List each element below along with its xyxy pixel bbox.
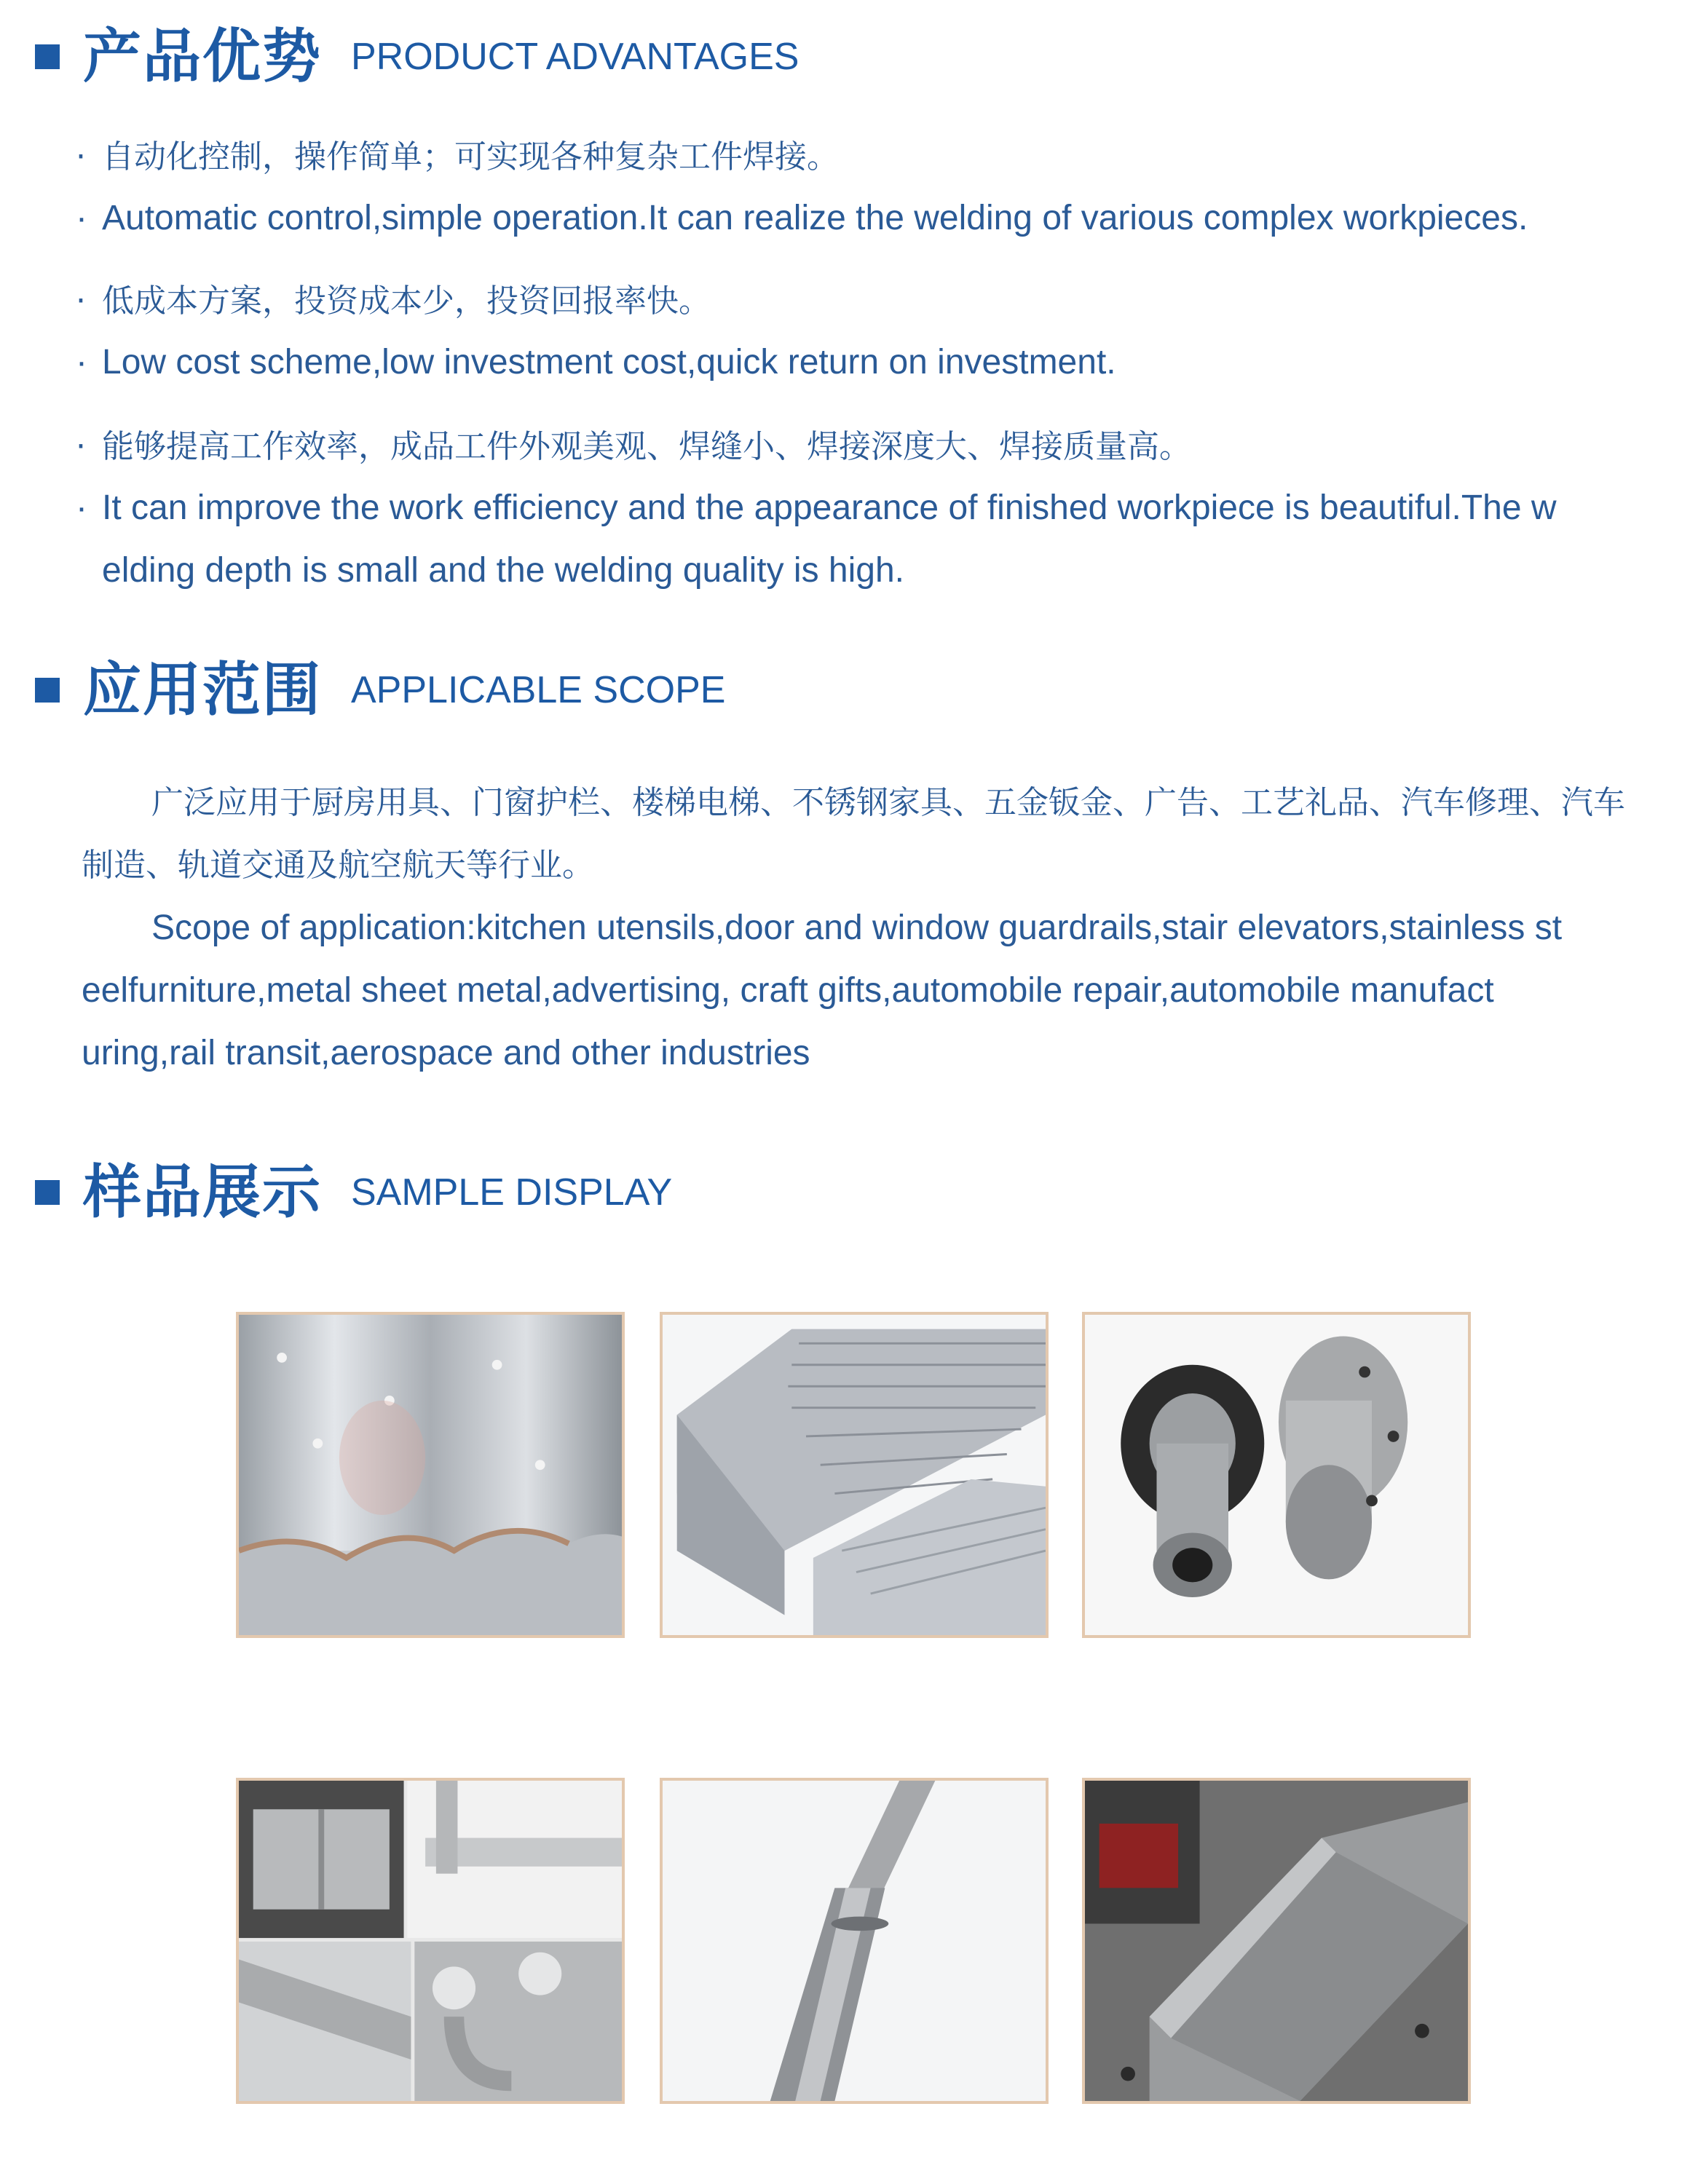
pipe-fittings-collage-photo	[236, 1778, 625, 2104]
advantage-2-en: · Low cost scheme,low investment cost,quick return on investment.	[76, 343, 1116, 381]
advantage-3-cn: · 能够提高工作效率，成品工件外观美观、焊缝小、焊接深度大、焊接质量高。	[76, 428, 1191, 465]
welded-steel-profiles-photo	[236, 1312, 625, 1638]
scope-cn-line-2: 制造、轨道交通及航空航天等行业。	[82, 847, 594, 884]
section-title-en: APPLICABLE SCOPE	[351, 669, 726, 711]
section-title-en: PRODUCT ADVANTAGES	[351, 36, 799, 78]
advantage-1-en: · Automatic control,simple operation.It can realize the welding of various complex workpieces.	[76, 199, 1528, 237]
welded-rod-photo	[660, 1778, 1049, 2104]
scope-en-line-3: uring,rail transit,aerospace and other industries	[82, 1034, 810, 1072]
square-bullet-icon	[35, 1180, 60, 1205]
section-title-cn: 应用范围	[83, 656, 322, 724]
section-header-scope	[35, 656, 726, 724]
advantage-3-en: · It can improve the work efficiency and the appearance of finished workpiece is beautiful.The w	[76, 488, 1557, 527]
scope-en-line-2: eelfurniture,metal sheet metal,advertising, craft gifts,automobile repair,automobile manufact	[82, 971, 1494, 1010]
section-header-advantages	[35, 23, 799, 90]
advantage-2-cn: · 低成本方案，投资成本少，投资回报率快。	[76, 282, 711, 320]
advantage-1-cn: · 自动化控制，操作简单；可实现各种复杂工件焊接。	[76, 138, 839, 175]
section-title-cn: 产品优势	[83, 23, 322, 90]
square-bullet-icon	[35, 44, 60, 69]
section-title-cn: 样品展示	[83, 1158, 322, 1226]
advantage-3-en-cont: elding depth is small and the welding quality is high.	[102, 551, 905, 590]
section-title-en: SAMPLE DISPLAY	[351, 1171, 673, 1214]
welded-plate-photo	[1082, 1778, 1471, 2104]
aluminum-heatsink-photo	[660, 1312, 1049, 1638]
flange-parts-photo	[1082, 1312, 1471, 1638]
section-header-samples	[35, 1158, 673, 1226]
scope-cn-line-1: 广泛应用于厨房用具、门窗护栏、楼梯电梯、不锈钢家具、五金钣金、广告、工艺礼品、汽车修理、汽车	[151, 784, 1625, 821]
square-bullet-icon	[35, 678, 60, 703]
scope-en-line-1: Scope of application:kitchen utensils,door and window guardrails,stair elevators,stainless st	[151, 909, 1563, 947]
